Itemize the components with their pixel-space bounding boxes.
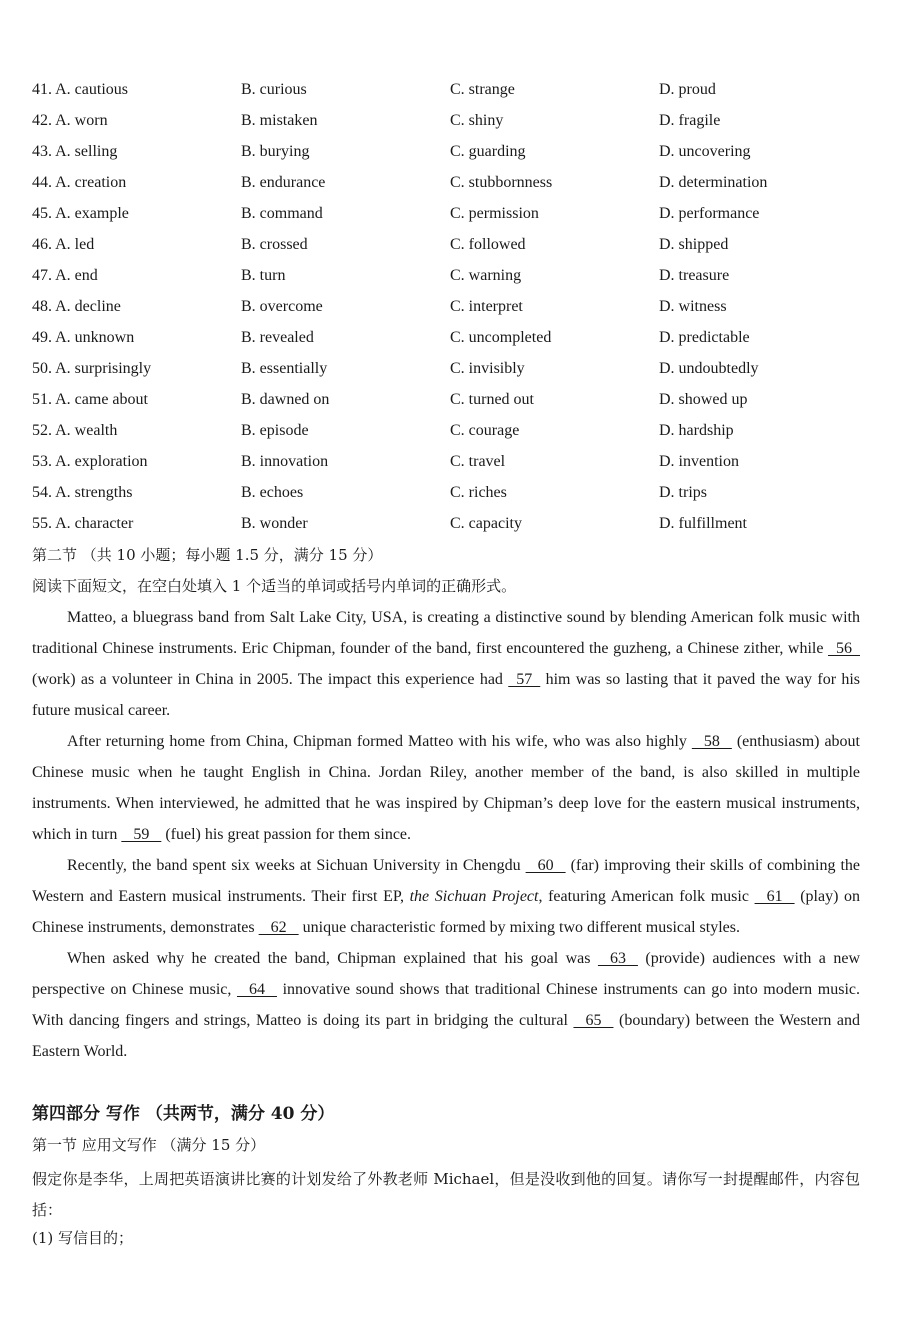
option-d: D. witness (659, 298, 727, 315)
option-b: B. endurance (241, 174, 326, 191)
option-c: C. courage (450, 422, 520, 439)
option-a (32, 140, 241, 164)
question-number: 47. (32, 267, 52, 284)
option-b: B. curious (241, 81, 307, 98)
option-d: D. fragile (659, 112, 721, 129)
text: When asked why he created the band, Chipman explained that his goal was (67, 950, 598, 967)
option-d: D. uncovering (659, 143, 751, 160)
option-a (32, 264, 241, 288)
option-b: B. turn (241, 267, 286, 284)
blank-64[interactable]: 64 (236, 981, 277, 998)
option-c: C. stubbornness (450, 174, 553, 191)
question-number: 50. (32, 360, 52, 377)
option-d: D. shipped (659, 236, 729, 253)
option-c: C. guarding (450, 143, 526, 160)
passage-paragraph-2 (32, 726, 860, 850)
option-c: C. followed (450, 236, 526, 253)
option-row (32, 109, 868, 140)
option-a (32, 109, 241, 133)
option-a (32, 419, 241, 443)
text: Matteo, a bluegrass band from Salt Lake City, USA, is creating a distinctive sound by blending American folk music with traditional Chinese instruments. Eric Chipman, founder of the band, first encountered the guzheng, a Chinese zither, while (32, 609, 860, 657)
option-b: B. wonder (241, 515, 308, 532)
section2-title: 第二节 （共 10 小题；每小题 1.5 分，满分 15 分） (32, 546, 383, 564)
text: unique characteristic formed by mixing two different musical styles. (298, 919, 740, 936)
question-number: 53. (32, 453, 52, 470)
text: innovative sound shows that traditional Chinese instruments can go into modern music. With dancing fingers and strings, Matteo is doing its part in bridging the cultural (32, 981, 860, 1029)
question-number: 55. (32, 515, 52, 532)
text: , featuring American folk music (538, 888, 755, 905)
option-a (32, 202, 241, 226)
option-c: C. interpret (450, 298, 523, 315)
text: (far) improving their skills of combining the Western and Eastern musical instruments. Their first EP, (32, 857, 861, 905)
option-row (32, 295, 868, 326)
option-b: B. episode (241, 422, 309, 439)
option-a-text: A. exploration (55, 453, 148, 470)
option-a-text: A. character (55, 515, 134, 532)
option-b: B. echoes (241, 484, 304, 501)
option-row (32, 264, 868, 295)
option-row (32, 388, 868, 419)
section2-header (32, 543, 860, 605)
option-d: D. proud (659, 81, 716, 98)
option-row (32, 481, 868, 512)
option-a (32, 481, 241, 505)
option-b: B. revealed (241, 329, 314, 346)
question-number: 49. (32, 329, 52, 346)
option-a (32, 388, 241, 412)
option-row (32, 202, 868, 233)
passage-paragraph-1 (32, 602, 860, 726)
question-number: 54. (32, 484, 52, 501)
option-b: B. dawned on (241, 391, 330, 408)
option-a-text: A. strengths (55, 484, 133, 501)
passage (32, 602, 860, 1067)
option-b: B. essentially (241, 360, 328, 377)
blank-62[interactable]: 62 (258, 919, 299, 936)
option-a-text: A. selling (55, 143, 118, 160)
option-a-text: A. decline (55, 298, 121, 315)
option-c: C. capacity (450, 515, 522, 532)
option-row (32, 78, 868, 109)
option-b: B. overcome (241, 298, 323, 315)
option-a (32, 295, 241, 319)
option-row (32, 512, 868, 543)
blank-57[interactable]: 57 (508, 671, 541, 688)
option-a-text: A. worn (55, 112, 108, 129)
option-row (32, 450, 868, 481)
option-row (32, 357, 868, 388)
option-d: D. showed up (659, 391, 748, 408)
text: (fuel) his great passion for them since. (161, 826, 412, 843)
blank-56[interactable]: 56 (828, 640, 860, 657)
option-c: C. travel (450, 453, 506, 470)
option-b: B. burying (241, 143, 310, 160)
question-number: 41. (32, 81, 52, 98)
passage-paragraph-3 (32, 850, 860, 943)
option-d: D. hardship (659, 422, 734, 439)
option-b: B. crossed (241, 236, 308, 253)
option-c: C. shiny (450, 112, 504, 129)
part4-title: 第四部分 写作 （共两节，满分 40 分） (32, 1104, 335, 1124)
option-a (32, 233, 241, 257)
option-row (32, 233, 868, 264)
option-d: D. trips (659, 484, 707, 501)
question-number: 42. (32, 112, 52, 129)
question-number: 48. (32, 298, 52, 315)
option-c: C. strange (450, 81, 515, 98)
text: (provide) audiences with a new perspective on Chinese music, (32, 950, 861, 998)
question-number: 46. (32, 236, 52, 253)
question-number: 51. (32, 391, 52, 408)
part4-section1-title: 第一节 应用文写作 （满分 15 分） (32, 1136, 266, 1154)
option-a-text: A. creation (55, 174, 127, 191)
question-number: 43. (32, 143, 52, 160)
question-number: 52. (32, 422, 52, 439)
blank-60[interactable]: 60 (525, 857, 566, 874)
option-b: B. innovation (241, 453, 329, 470)
option-a-text: A. wealth (55, 422, 118, 439)
option-a (32, 171, 241, 195)
blank-63[interactable]: 63 (597, 950, 638, 967)
option-a-text: A. surprisingly (55, 360, 152, 377)
option-d: D. undoubtedly (659, 360, 759, 377)
option-d: D. performance (659, 205, 760, 222)
option-c: C. invisibly (450, 360, 525, 377)
text: After returning home from China, Chipman formed Matteo with his wife, who was also highly (67, 733, 692, 750)
cloze-options-list (32, 78, 868, 543)
text: him was so lasting that it paved the way for his future musical career. (32, 671, 861, 719)
part4-writing (32, 1102, 860, 1257)
text: (play) on Chinese instruments, demonstrates (32, 888, 861, 936)
passage-paragraph-4 (32, 943, 860, 1067)
option-c: C. permission (450, 205, 539, 222)
option-b: B. command (241, 205, 323, 222)
text: Recently, the band spent six weeks at Sichuan University in Chengdu (67, 857, 526, 874)
option-a-text: A. came about (55, 391, 148, 408)
option-d: D. determination (659, 174, 768, 191)
option-row (32, 419, 868, 450)
option-a (32, 326, 241, 350)
option-d: D. invention (659, 453, 739, 470)
option-row (32, 140, 868, 171)
option-row (32, 171, 868, 202)
option-c: C. warning (450, 267, 522, 284)
option-row (32, 326, 868, 357)
option-a (32, 450, 241, 474)
option-a-text: A. example (55, 205, 129, 222)
option-d: D. predictable (659, 329, 750, 346)
option-c: C. turned out (450, 391, 534, 408)
blank-61[interactable]: 61 (754, 888, 795, 905)
blank-58[interactable]: 58 (691, 733, 732, 750)
option-c: C. riches (450, 484, 507, 501)
text: (work) as a volunteer in China in 2005. The impact this experience had (32, 671, 509, 688)
option-a (32, 78, 241, 102)
option-a-text: A. end (55, 267, 98, 284)
blank-65[interactable]: 65 (573, 1012, 614, 1029)
option-b: B. mistaken (241, 112, 318, 129)
option-d: D. treasure (659, 267, 730, 284)
text: (boundary) between the Western and Eastern World. (32, 1012, 860, 1060)
ep-title: the Sichuan Project (409, 888, 539, 905)
option-c: C. uncompleted (450, 329, 552, 346)
blank-59[interactable]: 59 (121, 826, 162, 843)
option-d: D. fulfillment (659, 515, 747, 532)
writing-prompt: 假定你是李华，上周把英语演讲比赛的计划发给了外教老师 Michael，但是没收到他的回复。请你写一封提醒邮件，内容包括： (32, 1170, 860, 1219)
text: (enthusiasm) about Chinese music when he taught English in China. Jordan Riley, another member of the band, is also skilled in multiple instruments. When interviewed, he admitted that he was inspired by Chipman’s deep love for the eastern musical instruments, which in turn (32, 733, 861, 843)
question-number: 45. (32, 205, 52, 222)
option-a (32, 357, 241, 381)
section2-instruction: 阅读下面短文，在空白处填入 1 个适当的单词或括号内单词的正确形式。 (32, 577, 517, 595)
option-a (32, 512, 241, 536)
option-a-text: A. unknown (55, 329, 135, 346)
option-a-text: A. led (55, 236, 95, 253)
writing-item-1: (1) 写信目的； (32, 1229, 134, 1247)
question-number: 44. (32, 174, 52, 191)
option-a-text: A. cautious (55, 81, 128, 98)
